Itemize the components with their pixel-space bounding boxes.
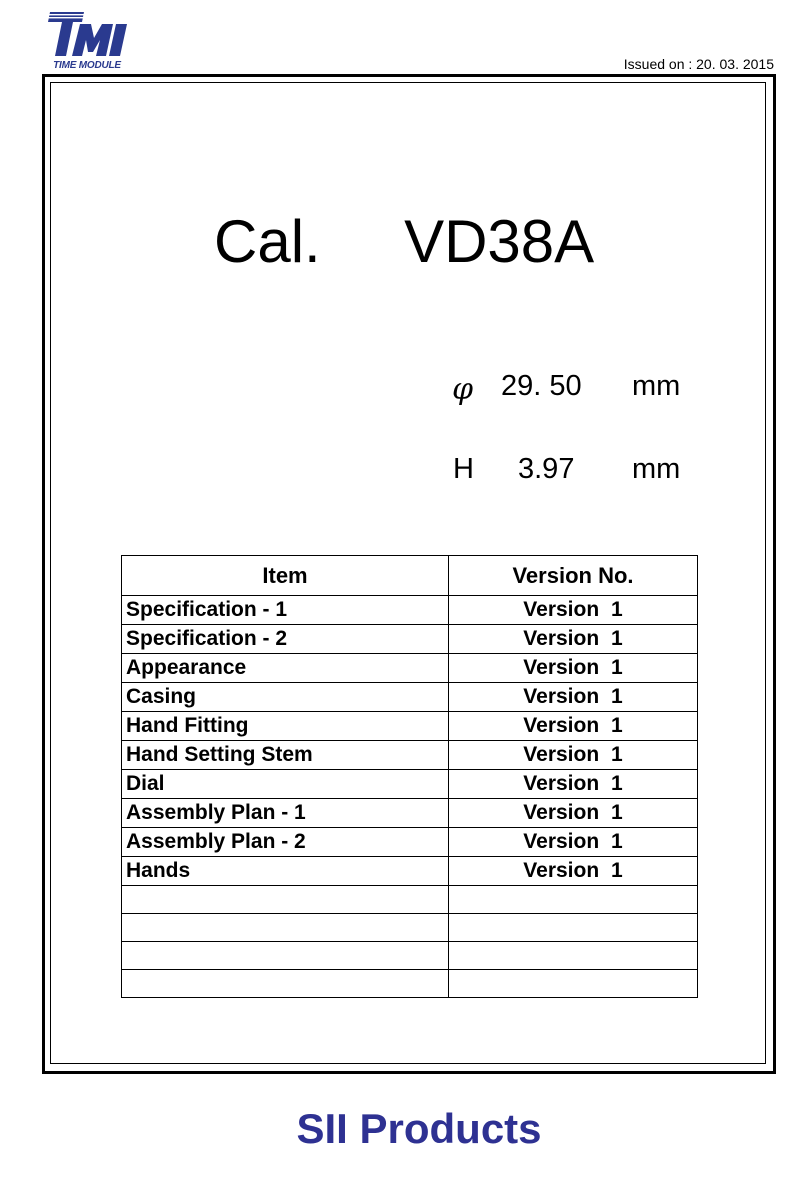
row-version: Version 1: [449, 741, 698, 770]
height-unit: mm: [632, 453, 681, 485]
row-version: Version 1: [449, 596, 698, 625]
row-item: Casing: [122, 683, 449, 712]
row-item: Specification - 2: [122, 625, 449, 654]
header-version: Version No.: [449, 556, 698, 596]
table-row: [122, 799, 698, 828]
empty-cell: [122, 942, 449, 970]
row-item: Hand Setting Stem: [122, 741, 449, 770]
row-version: Version 1: [449, 799, 698, 828]
table-row: [122, 828, 698, 857]
version-table: [121, 555, 698, 998]
table-row: [122, 596, 698, 625]
table-row: [122, 741, 698, 770]
row-item: Hand Fitting: [122, 712, 449, 741]
row-item: Dial: [122, 770, 449, 799]
table-row: [122, 857, 698, 886]
empty-row: [122, 886, 698, 914]
table-row: [122, 770, 698, 799]
row-version: Version 1: [449, 857, 698, 886]
empty-cell: [449, 914, 698, 942]
row-item: Assembly Plan - 1: [122, 799, 449, 828]
footer-brand: SII Products: [296, 1105, 542, 1152]
table-row: [122, 654, 698, 683]
tmi-logo-icon: [44, 8, 130, 60]
diameter-symbol: φ: [452, 372, 474, 407]
table-row: [122, 712, 698, 741]
empty-row: [122, 970, 698, 998]
row-version: Version 1: [449, 828, 698, 857]
row-item: Appearance: [122, 654, 449, 683]
empty-cell: [122, 914, 449, 942]
row-item: Assembly Plan - 2: [122, 828, 449, 857]
diameter-unit: mm: [632, 370, 681, 402]
height-symbol: H: [453, 453, 474, 485]
empty-cell: [122, 886, 449, 914]
row-item: Specification - 1: [122, 596, 449, 625]
logo-wordmark: TIME MODULE: [53, 60, 121, 71]
height-value: 3.97: [518, 453, 575, 485]
calibre-prefix: Cal.: [214, 208, 321, 275]
calibre-title: [214, 208, 595, 275]
calibre-name: VD38A: [404, 208, 595, 275]
empty-row: [122, 942, 698, 970]
row-item: Hands: [122, 857, 449, 886]
row-version: Version 1: [449, 683, 698, 712]
table-row: [122, 683, 698, 712]
table-header-row: [122, 556, 698, 596]
row-version: Version 1: [449, 770, 698, 799]
row-version: Version 1: [449, 712, 698, 741]
empty-cell: [449, 886, 698, 914]
table-row: [122, 625, 698, 654]
empty-cell: [449, 942, 698, 970]
empty-cell: [122, 970, 449, 998]
row-version: Version 1: [449, 625, 698, 654]
header-item: Item: [122, 556, 449, 596]
empty-row: [122, 914, 698, 942]
issue-date: Issued on : 20. 03. 2015: [623, 56, 774, 72]
empty-cell: [449, 970, 698, 998]
diameter-value: 29. 50: [501, 370, 582, 402]
row-version: Version 1: [449, 654, 698, 683]
tmi-logo: [44, 8, 130, 71]
